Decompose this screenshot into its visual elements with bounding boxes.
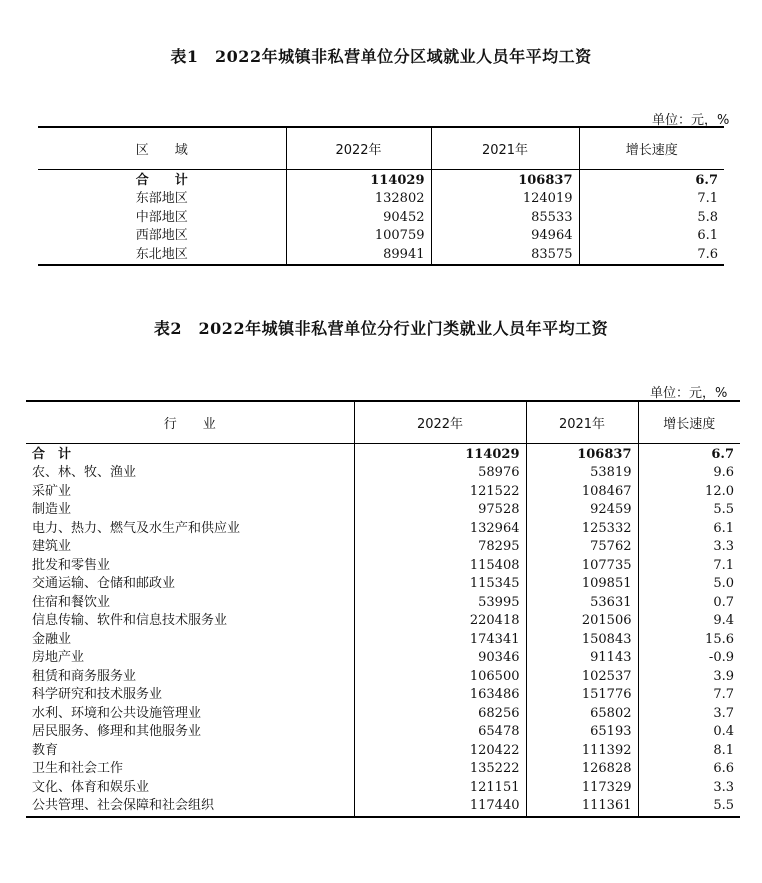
value-2021: 65802 <box>526 705 638 724</box>
growth-rate: 3.3 <box>638 779 740 798</box>
table-row <box>26 723 740 742</box>
table-row <box>26 443 740 464</box>
table1-header-growth: 增长速度 <box>579 127 724 169</box>
growth-rate: -0.9 <box>638 649 740 668</box>
table-row <box>26 668 740 687</box>
value-2021: 102537 <box>526 668 638 687</box>
value-2021: 83575 <box>431 246 579 266</box>
growth-rate: 6.7 <box>638 443 740 464</box>
value-2021: 106837 <box>526 443 638 464</box>
value-2022: 114029 <box>354 443 526 464</box>
value-2021: 150843 <box>526 631 638 650</box>
row-label: 制造业 <box>32 502 72 517</box>
table1-title: 表1 2022年城镇非私营单位分区域就业人员年平均工资 <box>170 47 592 66</box>
value-2022: 121151 <box>354 779 526 798</box>
value-2022: 163486 <box>354 686 526 705</box>
table-row <box>26 742 740 761</box>
value-2021: 111392 <box>526 742 638 761</box>
value-2022: 90452 <box>286 209 431 228</box>
table-row <box>26 705 740 724</box>
row-label: 房地产业 <box>32 650 85 665</box>
value-2022: 89941 <box>286 246 431 266</box>
table-row <box>26 797 740 817</box>
value-2022: 117440 <box>354 797 526 817</box>
value-2022: 220418 <box>354 612 526 631</box>
value-2022: 68256 <box>354 705 526 724</box>
row-label: 中部地区 <box>135 209 188 225</box>
value-2021: 53819 <box>526 464 638 483</box>
growth-rate: 7.6 <box>579 246 724 266</box>
row-label: 合 计 <box>32 446 72 462</box>
row-label: 东北地区 <box>135 246 188 262</box>
growth-rate: 6.6 <box>638 760 740 779</box>
value-2021: 106837 <box>431 169 579 190</box>
value-2021: 92459 <box>526 501 638 520</box>
value-2021: 201506 <box>526 612 638 631</box>
value-2022: 53995 <box>354 594 526 613</box>
growth-rate: 5.0 <box>638 575 740 594</box>
table1-unit: 单位：元，% <box>652 113 730 128</box>
row-label: 合 计 <box>135 172 188 188</box>
growth-rate: 3.9 <box>638 668 740 687</box>
table2-header-2021: 2021年 <box>526 401 638 443</box>
growth-rate: 3.7 <box>638 705 740 724</box>
value-2021: 94964 <box>431 227 579 246</box>
table-row <box>38 246 724 266</box>
value-2022: 120422 <box>354 742 526 761</box>
row-label: 文化、体育和娱乐业 <box>32 779 150 795</box>
value-2021: 53631 <box>526 594 638 613</box>
growth-rate: 15.6 <box>638 631 740 650</box>
value-2022: 97528 <box>354 501 526 520</box>
value-2022: 174341 <box>354 631 526 650</box>
table-row <box>26 464 740 483</box>
table-row <box>26 779 740 798</box>
growth-rate: 6.1 <box>638 520 740 539</box>
row-label: 租赁和商务服务业 <box>32 668 137 684</box>
growth-rate: 3.3 <box>638 538 740 557</box>
table-row <box>26 520 740 539</box>
table-row <box>26 594 740 613</box>
value-2022: 106500 <box>354 668 526 687</box>
table-row <box>26 760 740 779</box>
value-2022: 78295 <box>354 538 526 557</box>
value-2021: 75762 <box>526 538 638 557</box>
table2-header-growth: 增长速度 <box>638 401 740 443</box>
row-label: 科学研究和技术服务业 <box>32 687 163 702</box>
value-2021: 85533 <box>431 209 579 228</box>
row-label: 农、林、牧、渔业 <box>32 465 137 480</box>
table1-header-2021: 2021年 <box>431 127 579 169</box>
value-2021: 151776 <box>526 686 638 705</box>
value-2021: 125332 <box>526 520 638 539</box>
value-2022: 115408 <box>354 557 526 576</box>
table-row <box>26 501 740 520</box>
value-2021: 109851 <box>526 575 638 594</box>
table-row <box>38 190 724 209</box>
row-label: 居民服务、修理和其他服务业 <box>32 724 202 739</box>
table-row <box>38 227 724 246</box>
growth-rate: 7.1 <box>579 190 724 209</box>
value-2021: 124019 <box>431 190 579 209</box>
growth-rate: 0.4 <box>638 723 740 742</box>
value-2021: 107735 <box>526 557 638 576</box>
table-row <box>26 649 740 668</box>
value-2021: 108467 <box>526 483 638 502</box>
value-2022: 135222 <box>354 760 526 779</box>
value-2021: 65193 <box>526 723 638 742</box>
table-row <box>26 575 740 594</box>
table2 <box>26 400 740 818</box>
value-2022: 121522 <box>354 483 526 502</box>
row-label: 卫生和社会工作 <box>32 761 124 776</box>
growth-rate: 5.5 <box>638 797 740 817</box>
growth-rate: 5.8 <box>579 209 724 228</box>
row-label: 信息传输、软件和信息技术服务业 <box>32 613 228 628</box>
row-label: 采矿业 <box>32 483 72 499</box>
table2-title: 表2 2022年城镇非私营单位分行业门类就业人员年平均工资 <box>153 319 609 338</box>
growth-rate: 12.0 <box>638 483 740 502</box>
value-2022: 132802 <box>286 190 431 209</box>
table-row <box>26 483 740 502</box>
value-2022: 115345 <box>354 575 526 594</box>
value-2022: 58976 <box>354 464 526 483</box>
growth-rate: 5.5 <box>638 501 740 520</box>
row-label: 公共管理、社会保障和社会组织 <box>32 798 215 813</box>
value-2022: 65478 <box>354 723 526 742</box>
table-row <box>26 631 740 650</box>
table-row <box>26 612 740 631</box>
table-row <box>38 209 724 228</box>
table1-header-region: 区 域 <box>38 127 286 169</box>
table1 <box>38 126 724 266</box>
value-2022: 132964 <box>354 520 526 539</box>
value-2022: 100759 <box>286 227 431 246</box>
value-2022: 90346 <box>354 649 526 668</box>
row-label: 建筑业 <box>32 539 72 554</box>
value-2021: 126828 <box>526 760 638 779</box>
row-label: 批发和零售业 <box>32 557 111 573</box>
row-label: 教育 <box>32 742 59 758</box>
table-row <box>26 686 740 705</box>
table1-header-2022: 2022年 <box>286 127 431 169</box>
row-label: 东部地区 <box>135 191 188 206</box>
growth-rate: 9.6 <box>638 464 740 483</box>
row-label: 金融业 <box>32 631 72 647</box>
growth-rate: 6.1 <box>579 227 724 246</box>
growth-rate: 8.1 <box>638 742 740 761</box>
row-label: 交通运输、仓储和邮政业 <box>32 576 176 591</box>
growth-rate: 6.7 <box>579 169 724 190</box>
growth-rate: 7.7 <box>638 686 740 705</box>
table2-unit: 单位：元，% <box>650 386 728 401</box>
table-row <box>26 557 740 576</box>
value-2021: 111361 <box>526 797 638 817</box>
growth-rate: 7.1 <box>638 557 740 576</box>
value-2021: 91143 <box>526 649 638 668</box>
value-2022: 114029 <box>286 169 431 190</box>
table2-header-2022: 2022年 <box>354 401 526 443</box>
value-2021: 117329 <box>526 779 638 798</box>
table2-header-industry: 行 业 <box>26 401 354 443</box>
row-label: 水利、环境和公共设施管理业 <box>32 705 202 721</box>
growth-rate: 9.4 <box>638 612 740 631</box>
growth-rate: 0.7 <box>638 594 740 613</box>
row-label: 住宿和餐饮业 <box>32 594 111 610</box>
row-label: 电力、热力、燃气及水生产和供应业 <box>32 520 241 536</box>
row-label: 西部地区 <box>135 228 188 243</box>
table-row <box>26 538 740 557</box>
table-row <box>38 169 724 190</box>
